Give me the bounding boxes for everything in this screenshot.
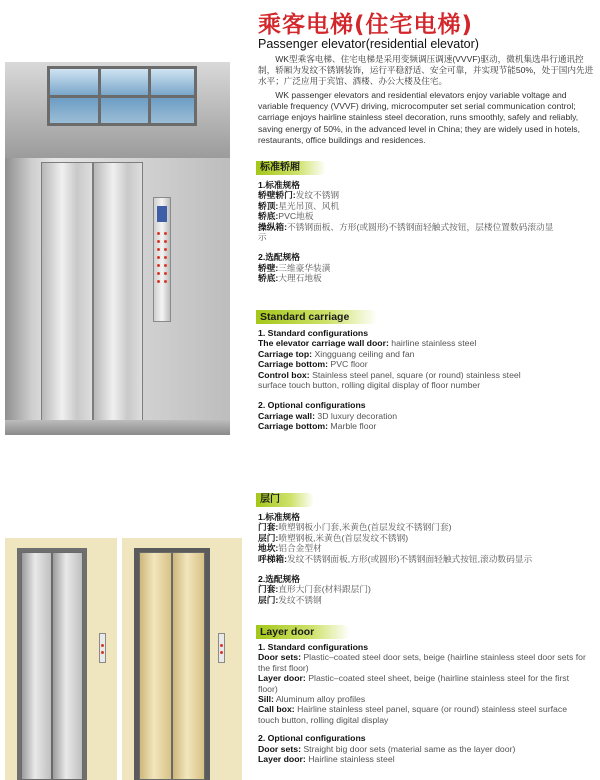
spec-row: 层门:发纹不锈钢: [258, 594, 322, 605]
section-tag-carriage-en: Standard carriage: [256, 310, 378, 324]
carriage-cn-block: 1.标准规格 轿壁轿门:发纹不锈钢 轿顶:星光吊顶、风机 轿底:PVC地板 操纵箱:不锈钢面板、方形(或圆形)不锈钢面轻触式按钮，层楼位置数码滚动显示 2.选配规格 轿壁:三维豪华装潢 轿底:大理石地板: [258, 180, 596, 284]
landing-en-block: 1. Standard configurations Door sets: Plastic–coated steel door sets, beige (hairline stainless steel door sets for the first floor) Layer door: Plastic–coated steel sheet, beige (hairline stainless steel for the first floor) Sill: Aluminum alloy profiles Call box: Hairline stainless steel panel, square (or round) stainless steel surface touch button, rolling digital display 2. Optional configurations Door sets: Straight big door sets (material same as the layer door) Layer door: Hairline stainless steel: [258, 642, 588, 764]
spec-row: Carriage top: Xingguang ceiling and fan: [258, 348, 415, 359]
spec-row: 轿底:PVC地板: [258, 211, 314, 222]
spec-row: Call box: Hairline stainless steel panel, square (or round) stainless steel surface touch button, rolling digital display: [258, 704, 568, 725]
spec-row: 门套:喷塑钢板小门套,米黄色(首层发纹不锈钢门套): [258, 522, 452, 533]
spec-row: 地坎:铝合金型材: [258, 543, 322, 554]
spec-row: 呼梯箱:发纹不锈钢面板,方形(或圆形)不锈钢面轻触式按钮,滚动数码显示: [258, 553, 533, 564]
call-box: [99, 633, 106, 663]
spec-row: Control box: Stainless steel panel, square (or round) stainless steel surface touch button, rolling digital display of floor number: [258, 369, 521, 391]
spec-row: 层门:喷塑钢板,米黄色(首层发纹不锈钢): [258, 532, 409, 543]
landing-cn-block: 1.标准规格 门套:喷塑钢板小门套,米黄色(首层发纹不锈钢门套) 层门:喷塑钢板,米黄色(首层发纹不锈钢) 地坎:铝合金型材 呼梯箱:发纹不锈钢面板,方形(或圆形)不锈钢面轻触式按钮,滚动数码显示 2.选配规格 门套:直形大门套(材料跟层门) 层门:发纹不锈钢: [258, 512, 596, 605]
section-tag-landing-cn: 层门: [256, 493, 314, 507]
page-subtitle: Passenger elevator(residential elevator): [258, 37, 479, 51]
spec-row: Sill: Aluminum alloy profiles: [258, 694, 366, 705]
intro-chinese: WK型乘客电梯、住宅电梯是采用变频调压调速(VVVF)驱动，微机集选串行通讯控制，轿厢为发纹不锈钢装饰，运行平稳舒适、安全可靠，并实现节能50%，处于国内先进水平；广泛应用于宾馆、酒楼、办公大楼及住宅。: [258, 54, 594, 87]
spec-row: Layer door: Hairline stainless steel: [258, 754, 395, 765]
car-operating-panel: [153, 197, 171, 322]
carriage-en-block: 1. Standard configurations The elevator carriage wall door: hairline stainless steel Carriage top: Xingguang ceiling and fan Carriage bottom: PVC floor Control box: Stainless steel panel, square (or round) stainless steel surface touch button, rolling digital display of floor number 2. Optional configurations Carriage wall: 3D luxury decoration Carriage bottom: Marble floor: [258, 328, 548, 432]
spec-row: 操纵箱:不锈钢面板、方形(或圆形)不锈钢面轻触式按钮，层楼位置数码滚动显示: [258, 221, 554, 243]
spec-row: Carriage bottom: PVC floor: [258, 359, 368, 370]
intro-english: WK passenger elevators and residential elevators enjoy variable voltage and variable frequency (VVVF) driving, microcomputer set serial communication control; carriage enjoys hairline stainless steel decoration, runs smoothly, safely and reliably, saving energy of 50%, in the advanced level in China; they are widely used in hotels, restaurants, office buildings and residences.: [258, 90, 580, 145]
section-tag-carriage-cn: 标准轿厢: [256, 161, 326, 175]
ceiling-skylight: [47, 66, 197, 126]
landing-door-image-beige: [122, 538, 242, 780]
spec-row: The elevator carriage wall door: hairline stainless steel: [258, 338, 477, 349]
spec-row: Layer door: Plastic–coated steel sheet, beige (hairline stainless steel for the first floor): [258, 673, 569, 694]
car-floor: [5, 420, 230, 435]
spec-row: 轿壁轿门:发纹不锈钢: [258, 190, 340, 201]
spec-row: Carriage wall: 3D luxury decoration: [258, 410, 398, 421]
floor-display: [157, 206, 167, 222]
spec-row: 轿壁:三维豪华装潢: [258, 262, 331, 273]
car-door-right: [93, 162, 143, 422]
spec-row: Door sets: Straight big door sets (material same as the layer door): [258, 743, 516, 754]
elevator-car-image: [5, 62, 230, 435]
section-tag-landing-en: Layer door: [256, 625, 350, 639]
spec-row: 门套:直形大门套(材料跟层门): [258, 584, 371, 595]
car-ceiling: [5, 62, 230, 160]
landing-door-image-stainless: [5, 538, 117, 780]
page-title: 乘客电梯(住宅电梯): [258, 12, 474, 38]
spec-row: 轿底:大理石地板: [258, 273, 322, 284]
spec-row: Door sets: Plastic–coated steel door sets, beige (hairline stainless steel door sets for the first floor): [258, 652, 586, 673]
spec-row: Carriage bottom: Marble floor: [258, 421, 377, 432]
call-box: [218, 633, 225, 663]
spec-row: 轿顶:星光吊顶、风机: [258, 200, 340, 211]
car-door-left: [41, 162, 93, 422]
